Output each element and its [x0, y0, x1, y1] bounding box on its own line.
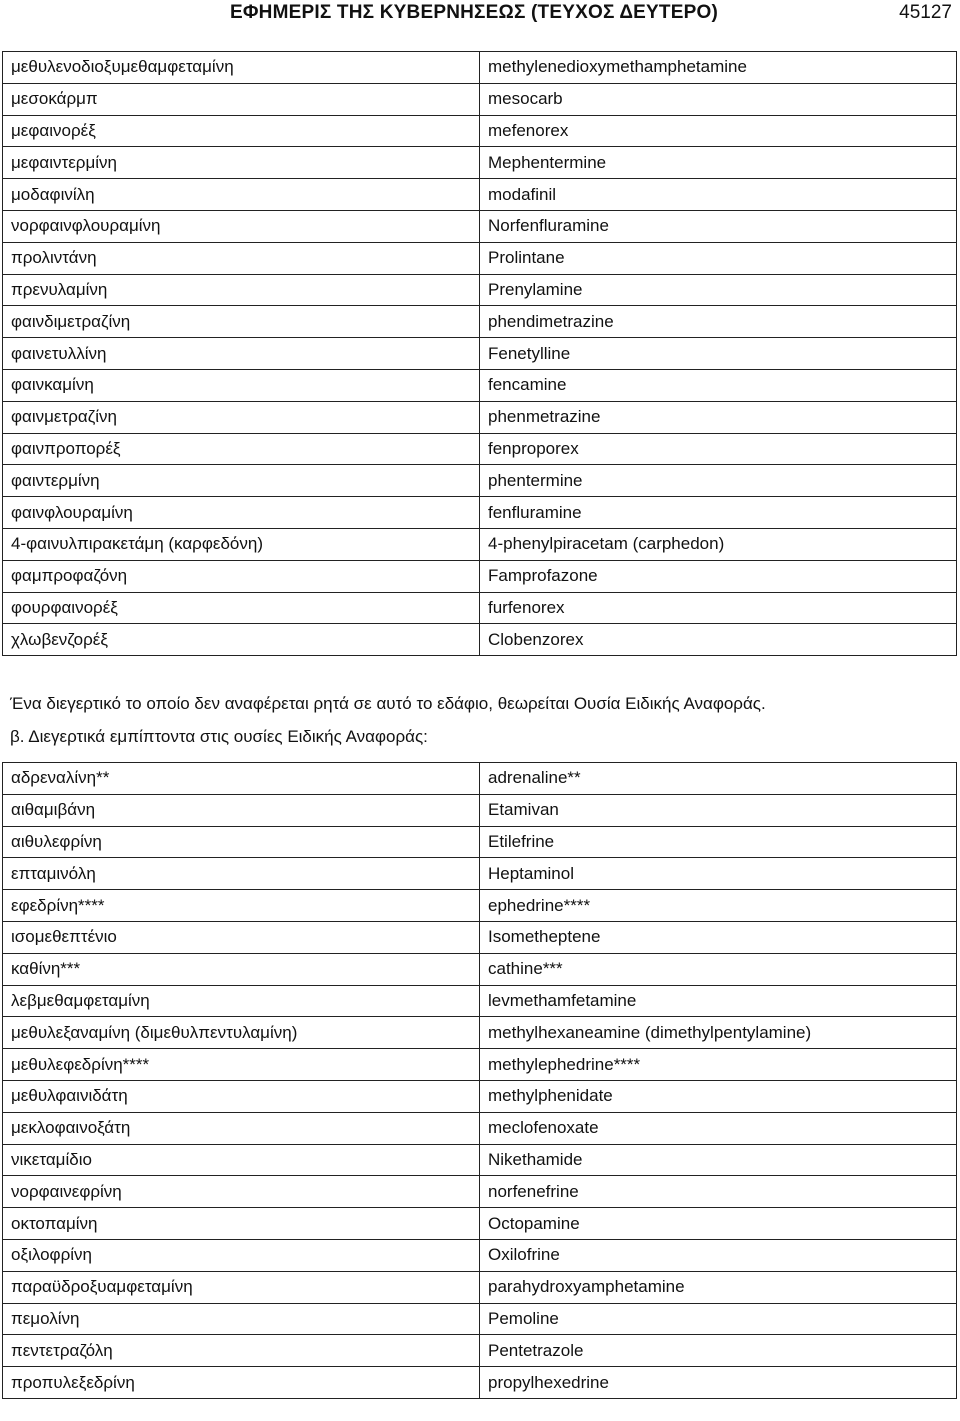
greek-name-cell: αιθυλεφρίνη: [3, 826, 480, 858]
greek-name-cell: φαινδιμετραζίνη: [3, 306, 480, 338]
english-name-cell: Nikethamide: [480, 1144, 957, 1176]
greek-name-cell: προλιντάνη: [3, 242, 480, 274]
english-name-cell: Mephentermine: [480, 147, 957, 179]
table-row: [3, 338, 957, 370]
english-name-cell: parahydroxyamphetamine: [480, 1271, 957, 1303]
greek-name-cell: χλωβενζορέξ: [3, 624, 480, 656]
table-row: [3, 369, 957, 401]
english-name-cell: Isometheptene: [480, 921, 957, 953]
substances-table-b: [2, 762, 957, 1399]
substances-table-b-body: [3, 763, 957, 1399]
greek-name-cell: φαινετυλλίνη: [3, 338, 480, 370]
english-name-cell: 4-phenylpiracetam (carphedon): [480, 528, 957, 560]
english-name-cell: adrenaline**: [480, 763, 957, 795]
english-name-cell: methylenedioxymethamphetamine: [480, 52, 957, 84]
greek-name-cell: ισομεθεπτένιο: [3, 921, 480, 953]
table-row: [3, 83, 957, 115]
english-name-cell: Pemoline: [480, 1303, 957, 1335]
substances-table-a-body: [3, 52, 957, 656]
gazette-title: ΕΦΗΜΕΡΙΣ ΤΗΣ ΚΥΒΕΡΝΗΣΕΩΣ (ΤΕΥΧΟΣ ΔΕΥΤΕΡΟ): [230, 2, 718, 23]
english-name-cell: methylephedrine****: [480, 1049, 957, 1081]
page-number: 45127: [899, 2, 952, 23]
table-row: [3, 1303, 957, 1335]
english-name-cell: Pentetrazole: [480, 1335, 957, 1367]
greek-name-cell: αιθαμιβάνη: [3, 794, 480, 826]
greek-name-cell: φαινφλουραμίνη: [3, 497, 480, 529]
english-name-cell: Octopamine: [480, 1208, 957, 1240]
greek-name-cell: νορφαινφλουραμίνη: [3, 210, 480, 242]
table-row: [3, 624, 957, 656]
english-name-cell: fencamine: [480, 369, 957, 401]
table-row: [3, 465, 957, 497]
table-row: [3, 1271, 957, 1303]
table-row: [3, 921, 957, 953]
stimulant-note: Ένα διεγερτικό το οποίο δεν αναφέρεται ρητά σε αυτό το εδάφιο, θεωρείται Ουσία Ειδικής Αναφοράς.: [10, 694, 766, 713]
english-name-cell: Famprofazone: [480, 560, 957, 592]
greek-name-cell: μεκλοφαινοξάτη: [3, 1112, 480, 1144]
english-name-cell: fenproporex: [480, 433, 957, 465]
table-row: [3, 1176, 957, 1208]
greek-name-cell: μεθυλεφεδρίνη****: [3, 1049, 480, 1081]
table-row: [3, 179, 957, 211]
table-row: [3, 1080, 957, 1112]
english-name-cell: modafinil: [480, 179, 957, 211]
english-name-cell: methylphenidate: [480, 1080, 957, 1112]
table-row: [3, 147, 957, 179]
english-name-cell: Norfenfluramine: [480, 210, 957, 242]
english-name-cell: Etilefrine: [480, 826, 957, 858]
greek-name-cell: λεβμεθαμφεταμίνη: [3, 985, 480, 1017]
table-row: [3, 985, 957, 1017]
greek-name-cell: προπυλεξεδρίνη: [3, 1367, 480, 1399]
english-name-cell: meclofenoxate: [480, 1112, 957, 1144]
greek-name-cell: εφεδρίνη****: [3, 890, 480, 922]
table-row: [3, 497, 957, 529]
table-row: [3, 560, 957, 592]
greek-name-cell: φαινπροπορέξ: [3, 433, 480, 465]
english-name-cell: Clobenzorex: [480, 624, 957, 656]
greek-name-cell: πεντετραζόλη: [3, 1335, 480, 1367]
english-name-cell: levmethamfetamine: [480, 985, 957, 1017]
english-name-cell: Oxilofrine: [480, 1239, 957, 1271]
table-row: [3, 1367, 957, 1399]
table-row: [3, 1112, 957, 1144]
table-row: [3, 826, 957, 858]
table-row: [3, 890, 957, 922]
english-name-cell: mesocarb: [480, 83, 957, 115]
english-name-cell: Fenetylline: [480, 338, 957, 370]
greek-name-cell: οκτοπαμίνη: [3, 1208, 480, 1240]
table-row: [3, 210, 957, 242]
table-row: [3, 858, 957, 890]
greek-name-cell: επταμινόλη: [3, 858, 480, 890]
greek-name-cell: μεθυλενοδιοξυμεθαμφεταμίνη: [3, 52, 480, 84]
greek-name-cell: μεφαιντερμίνη: [3, 147, 480, 179]
english-name-cell: methylhexaneamine (dimethylpentylamine): [480, 1017, 957, 1049]
greek-name-cell: 4-φαινυλπιρακετάμη (καρφεδόνη): [3, 528, 480, 560]
greek-name-cell: φαμπροφαζόνη: [3, 560, 480, 592]
substances-table-a: [2, 51, 957, 656]
table-row: [3, 242, 957, 274]
english-name-cell: norfenefrine: [480, 1176, 957, 1208]
greek-name-cell: πρενυλαμίνη: [3, 274, 480, 306]
greek-name-cell: νορφαινεφρίνη: [3, 1176, 480, 1208]
greek-name-cell: φαινμετραζίνη: [3, 401, 480, 433]
table-row: [3, 763, 957, 795]
table-row: [3, 1144, 957, 1176]
table-row: [3, 115, 957, 147]
english-name-cell: Prolintane: [480, 242, 957, 274]
english-name-cell: ephedrine****: [480, 890, 957, 922]
english-name-cell: propylhexedrine: [480, 1367, 957, 1399]
greek-name-cell: μοδαφινίλη: [3, 179, 480, 211]
english-name-cell: Heptaminol: [480, 858, 957, 890]
table-row: [3, 794, 957, 826]
greek-name-cell: μεφαινορέξ: [3, 115, 480, 147]
greek-name-cell: μεθυλφαινιδάτη: [3, 1080, 480, 1112]
table-row: [3, 433, 957, 465]
english-name-cell: phendimetrazine: [480, 306, 957, 338]
greek-name-cell: μεσοκάρμπ: [3, 83, 480, 115]
greek-name-cell: νικεταμίδιο: [3, 1144, 480, 1176]
table-row: [3, 528, 957, 560]
english-name-cell: phenmetrazine: [480, 401, 957, 433]
table-row: [3, 1017, 957, 1049]
table-row: [3, 1049, 957, 1081]
english-name-cell: fenfluramine: [480, 497, 957, 529]
table-row: [3, 306, 957, 338]
table-row: [3, 401, 957, 433]
greek-name-cell: φουρφαινορέξ: [3, 592, 480, 624]
greek-name-cell: φαιντερμίνη: [3, 465, 480, 497]
english-name-cell: Etamivan: [480, 794, 957, 826]
greek-name-cell: αδρεναλίνη**: [3, 763, 480, 795]
english-name-cell: furfenorex: [480, 592, 957, 624]
english-name-cell: mefenorex: [480, 115, 957, 147]
english-name-cell: Prenylamine: [480, 274, 957, 306]
table-row: [3, 1208, 957, 1240]
page-header: [0, 0, 960, 30]
english-name-cell: phentermine: [480, 465, 957, 497]
table-row: [3, 52, 957, 84]
table-row: [3, 592, 957, 624]
greek-name-cell: παραϋδροξυαμφεταμίνη: [3, 1271, 480, 1303]
greek-name-cell: οξιλοφρίνη: [3, 1239, 480, 1271]
greek-name-cell: καθίνη***: [3, 953, 480, 985]
english-name-cell: cathine***: [480, 953, 957, 985]
greek-name-cell: φαινκαμίνη: [3, 369, 480, 401]
table-row: [3, 953, 957, 985]
greek-name-cell: μεθυλεξαναμίνη (διμεθυλπεντυλαμίνη): [3, 1017, 480, 1049]
greek-name-cell: πεμολίνη: [3, 1303, 480, 1335]
table-row: [3, 1335, 957, 1367]
section-b-heading: β. Διεγερτικά εμπίπτοντα στις ουσίες Ειδικής Αναφοράς:: [10, 727, 428, 746]
table-row: [3, 274, 957, 306]
table-row: [3, 1239, 957, 1271]
